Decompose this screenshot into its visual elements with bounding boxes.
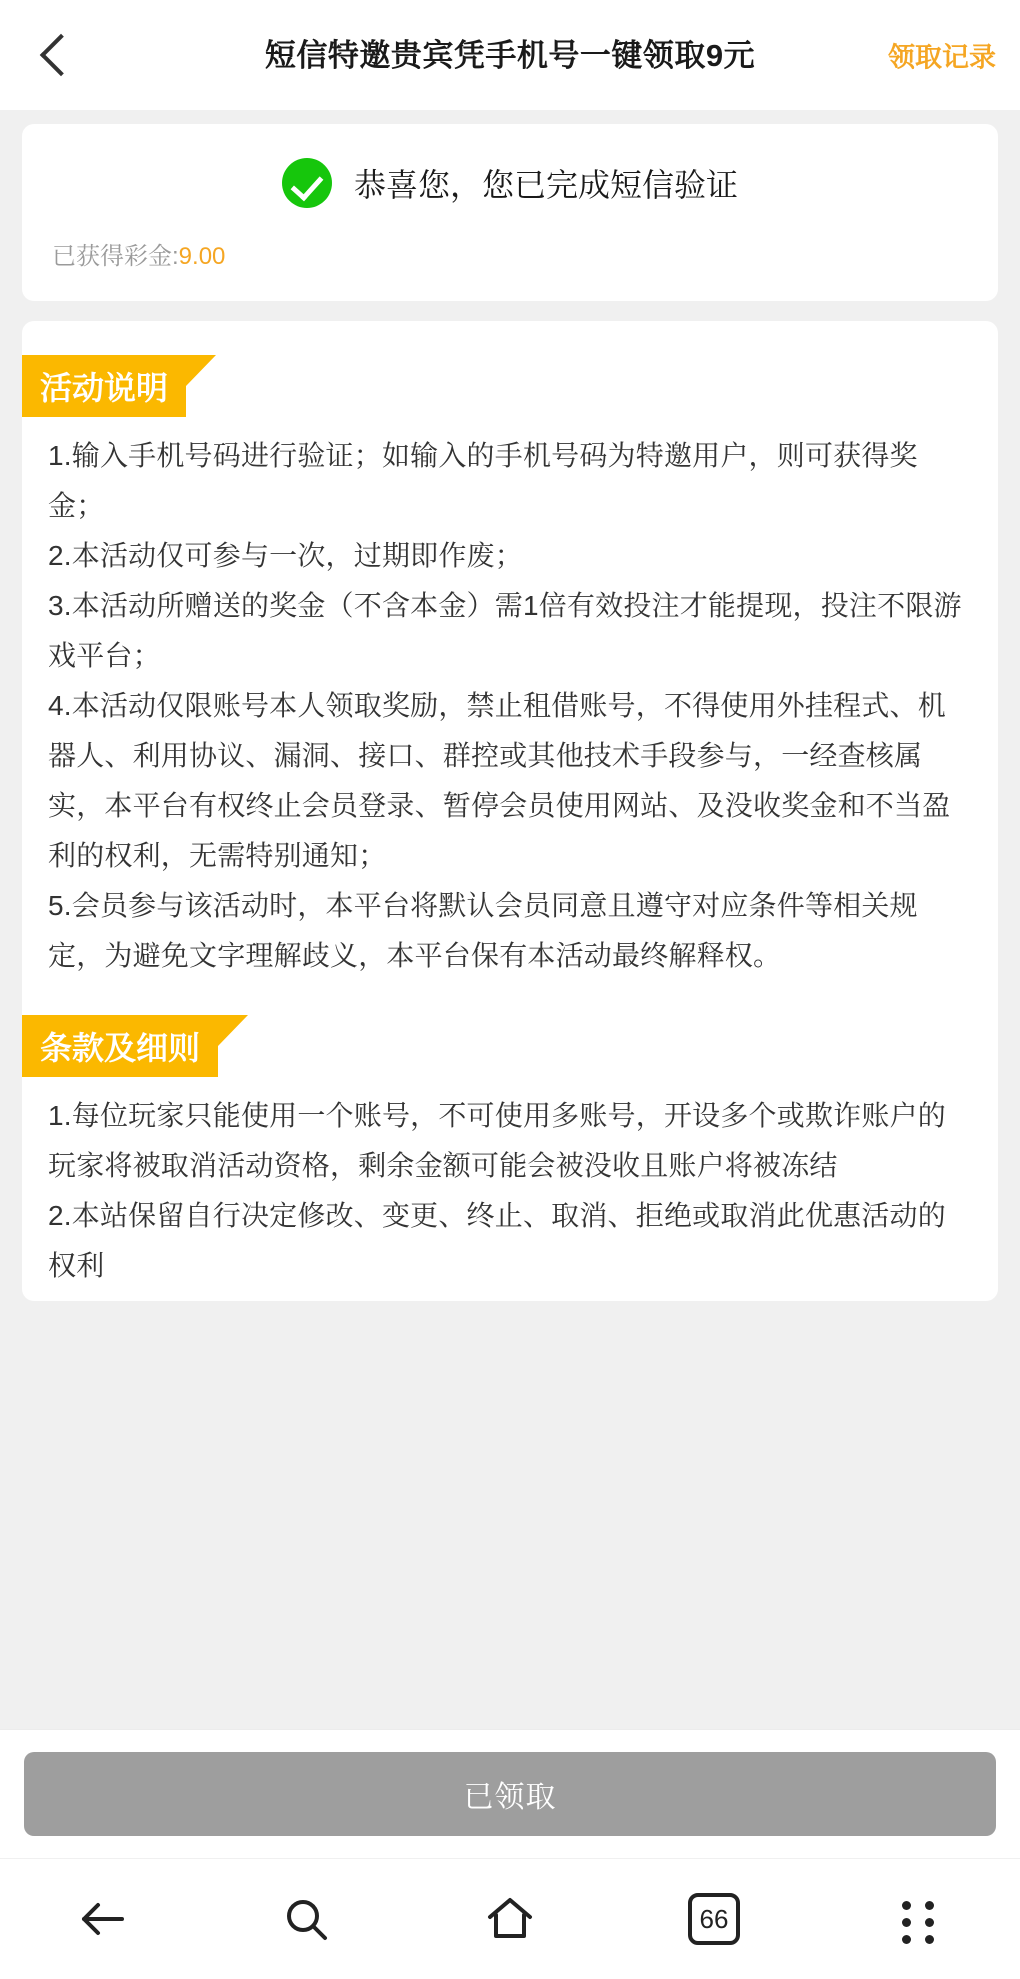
success-message: 恭喜您，您已完成短信验证 bbox=[353, 167, 738, 203]
browser-navbar bbox=[0, 1858, 1020, 1979]
scroll-content[interactable] bbox=[0, 110, 1020, 1729]
rules-paragraph-1: 1.输入手机号码进行验证；如输入的手机号码为特邀用户，则可获得奖金； bbox=[48, 440, 918, 521]
nav-search-button[interactable] bbox=[246, 1859, 366, 1979]
tabs-icon bbox=[688, 1893, 740, 1945]
rules-paragraph-3: 3.本活动所赠送的奖金（不含本金）需1倍有效投注才能提现，投注不限游戏平台； bbox=[48, 590, 962, 671]
rules-paragraph-5: 5.会员参与该活动时，本平台将默认会员同意且遵守对应条件等相关规定，为避免文字理解歧义，本平台保有本活动最终解释权。 bbox=[48, 890, 918, 971]
verification-success-card bbox=[22, 124, 998, 301]
check-circle-icon bbox=[282, 158, 332, 208]
rules-paragraph-4: 4.本活动仅限账号本人领取奖励，禁止租借账号，不得使用外挂程式、机器人、利用协议、漏洞、接口、群控或其他技术手段参与，一经查核属实，本平台有权终止会员登录、暂停会员使用网站、及没收奖金和不当盈利的权利，无需特别通知； bbox=[48, 690, 951, 871]
nav-tabs-button[interactable] bbox=[654, 1859, 774, 1979]
activity-info-card bbox=[22, 321, 998, 1301]
back-button[interactable] bbox=[22, 0, 92, 110]
footer-bar bbox=[0, 1729, 1020, 1858]
bonus-amount-label: 已获得彩金: bbox=[52, 243, 179, 270]
search-icon bbox=[278, 1891, 334, 1947]
section-banner-rules bbox=[22, 355, 186, 417]
bonus-amount-row bbox=[52, 236, 968, 271]
menu-dots-icon bbox=[898, 1897, 938, 1941]
claim-button[interactable]: 已领取 bbox=[24, 1752, 996, 1836]
nav-menu-button[interactable] bbox=[858, 1859, 978, 1979]
claim-records-link[interactable]: 领取记录 bbox=[888, 42, 996, 73]
bonus-amount-value: 9.00 bbox=[178, 243, 226, 270]
nav-home-button[interactable] bbox=[450, 1859, 570, 1979]
section-banner-terms bbox=[22, 1015, 218, 1077]
success-row bbox=[52, 158, 968, 208]
terms-paragraph-2: 2.本站保留自行决定修改、变更、终止、取消、拒绝或取消此优惠活动的权利 bbox=[48, 1200, 946, 1281]
page-header bbox=[0, 0, 1020, 110]
page-title: 短信特邀贵宾凭手机号一键领取9元 bbox=[264, 37, 756, 73]
section-banner-terms-label: 条款及细则 bbox=[22, 1015, 218, 1077]
home-icon bbox=[482, 1891, 538, 1947]
rules-paragraph-2: 2.本活动仅可参与一次，过期即作废； bbox=[48, 540, 523, 571]
arrow-left-icon bbox=[74, 1891, 130, 1947]
back-chevron-icon bbox=[40, 34, 82, 76]
section-banner-rules-label: 活动说明 bbox=[22, 355, 186, 417]
terms-paragraph-1: 1.每位玩家只能使用一个账号，不可使用多账号，开设多个或欺诈账户的玩家将被取消活动资格，剩余金额可能会被没收且账户将被冻结 bbox=[48, 1100, 946, 1181]
nav-back-button[interactable] bbox=[42, 1859, 162, 1979]
tab-count: 66 bbox=[699, 1903, 729, 1934]
